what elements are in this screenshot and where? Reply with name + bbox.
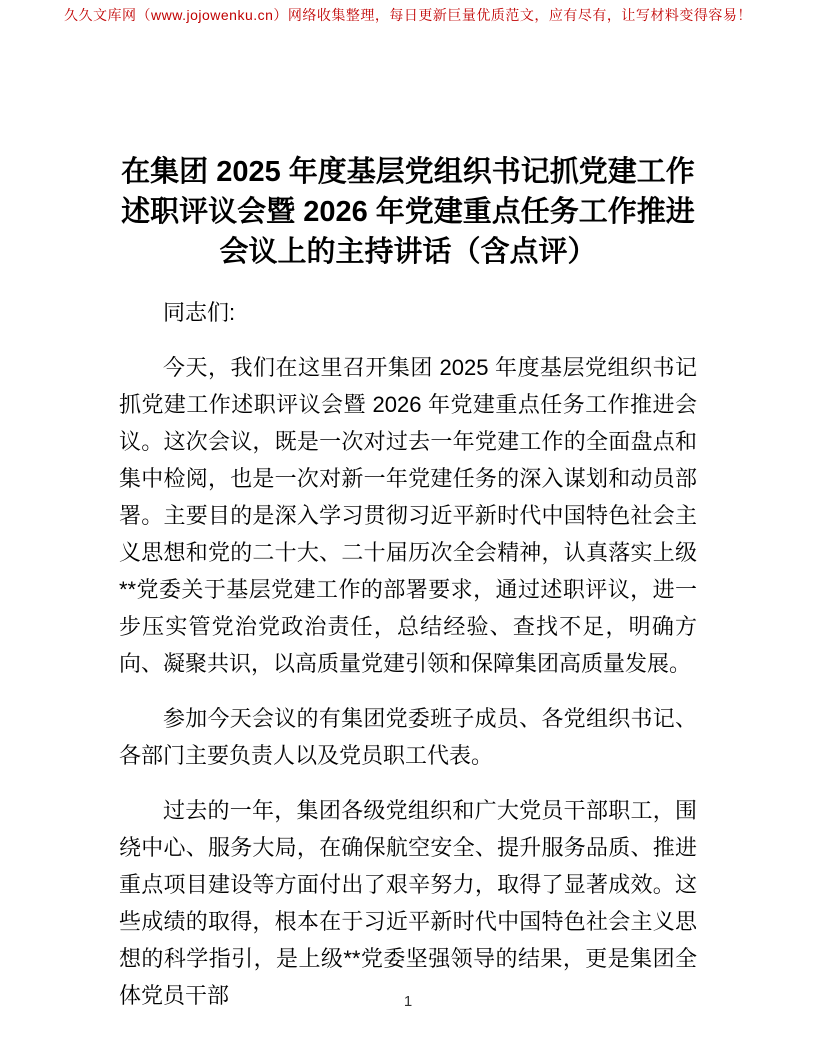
title-line-2: 述职评议会暨 2026 年党建重点任务工作推进 (121, 196, 695, 228)
paragraph-opening: 今天，我们在这里召开集团 2025 年度基层党组织书记抓党建工作述职评议会暨 2026 年党建重点任务工作推进会议。这次会议，既是一次对过去一年党建工作的全面盘点和集中检阅，也是一次对新一年党建任务的深入谋划和动员部署。主要目的是深入学习贯彻习近平新时代中国特色社会主义思想和党的二十大、二十届历次全会精神，认真落实上级**党委关于基层党建工作的部署要求，通过述职评议，进一步压实管党治党政治责任，总结经验、查找不足，明确方向、凝聚共识，以高质量党建引领和保障集团高质量发展。 (119, 355, 697, 676)
paragraph-past-year: 过去的一年，集团各级党组织和广大党员干部职工，围绕中心、服务大局，在确保航空安全、提升服务品质、推进重点项目建设等方面付出了艰辛努力，取得了显著成效。这些成绩的取得，根本在于习近平新时代中国特色社会主义思想的科学指引，是上级**党委坚强领导的结果，更是集团全体党员干部 (119, 798, 697, 1008)
document-title (70, 152, 746, 272)
salutation: 同志们: (163, 300, 236, 325)
page-number: 1 (403, 993, 413, 1010)
paragraph-attendees: 参加今天会议的有集团党委班子成员、各党组织书记、各部门主要负责人以及党员职工代表。 (119, 706, 697, 768)
document-body (119, 294, 697, 1014)
title-line-3: 会议上的主持讲话（含点评） (219, 236, 597, 268)
watermark-header: 久久文库网（www.jojowenku.cn）网络收集整理，每日更新巨量优质范文，应有尽有，让写材料变得容易！ (64, 7, 752, 23)
title-line-1: 在集团 2025 年度基层党组织书记抓党建工作 (121, 156, 695, 188)
